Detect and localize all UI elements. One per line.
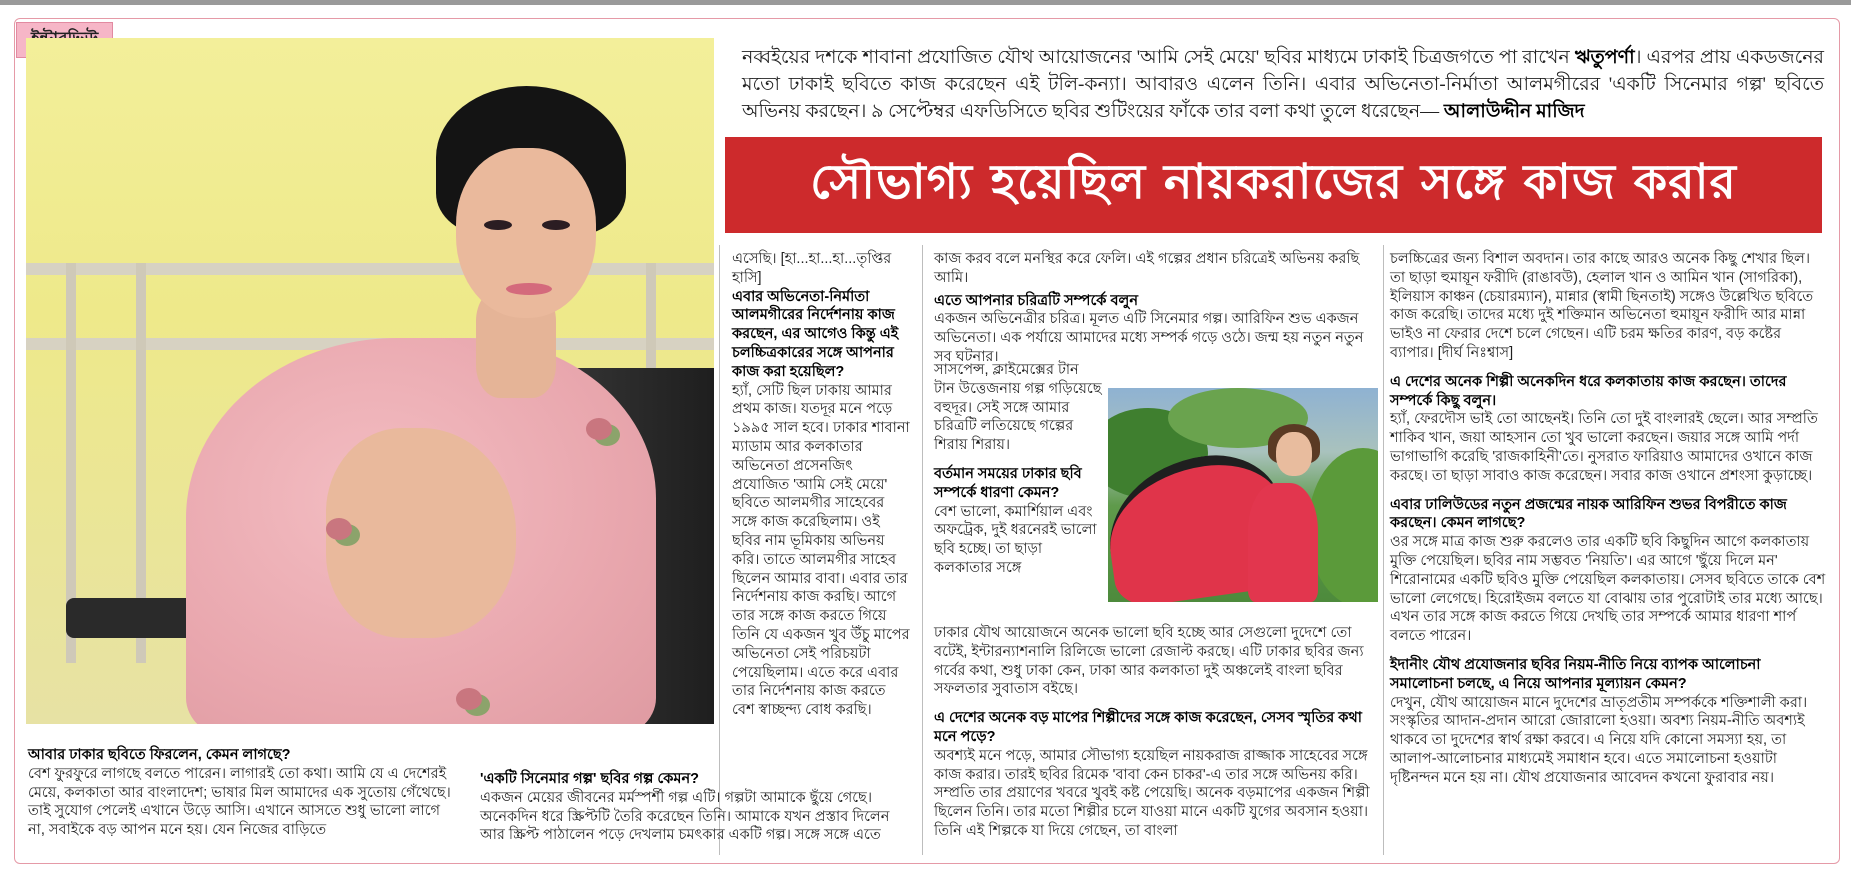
photo-embroidery (586, 418, 612, 440)
column-3-bottom (934, 624, 1374, 841)
photo-railing (26, 263, 714, 275)
headline-banner (725, 137, 1822, 233)
headline: সৌভাগ্য হয়েছিল নায়করাজের সঙ্গে কাজ করার (810, 153, 1737, 210)
answer: বেশ ভালো, কমার্শিয়াল এবং অফট্রেক, দুই ধরনেরই ভালো ছবি হচ্ছে। তা ছাড়া কলকাতার সঙ্গে (934, 503, 1097, 576)
answer: একজন অভিনেত্রীর চরিত্র। মূলত এটি সিনেমার গল্প। আরিফিন শুভ একজন অভিনেতা। এক পর্যায়ে আমাদের মধ্যে সম্পর্ক গড়ে ওঠে। জন্ম হয় নতুন নতুন সব ঘটনার। (934, 311, 1364, 365)
inset-photo-actress (1108, 388, 1378, 602)
column-3-beside-photo (934, 361, 1102, 578)
answer: এসেছি। [হা...হা...হা...তৃপ্তির হাসি] (732, 251, 892, 286)
question: এ দেশের অনেক শিল্পী অনেকদিন ধরে কলকাতায় কাজ করছেন। তাদের সম্পর্কে কিছু বলুন। (1390, 373, 1787, 409)
column-3-top (934, 250, 1374, 367)
question: ইদানীং যৌথ প্রযোজনার ছবির নিয়ম-নীতি নিয়ে ব্যাপক আলোচনা সমালোচনা চলছে, এ নিয়ে আপনার মূল্যায়ন কেমন? (1390, 656, 1761, 692)
column-divider (922, 245, 923, 855)
answer: ওর সঙ্গে মাত্র কাজ শুরু করলেও তার একটি ছবি কিছুদিন আগে কলকাতায় মুক্তি পেয়েছিল। ছবির নাম সম্ভবত 'নিয়তি'। এর আগে 'ছুঁয়ে দিলে মন' শিরোনামের একটি ছবিও মুক্তি পেয়েছিল কলকাতায়। সেসব ছবিতে তাকে বেশ ভালো লেগেছে। হিরোইজম বলতে যা বোঝায় তার পুরোটাই তার মধ্যে আছে। এখন তার সঙ্গে কাজ করতে গিয়ে দেখছি তার সম্পর্কে আমার ধারণা শার্প বলতে পারেন। (1390, 534, 1826, 645)
photo-eye (542, 220, 570, 230)
question: আবার ঢাকার ছবিতে ফিরলেন, কেমন লাগছে? (28, 747, 291, 763)
photo-dress (1248, 483, 1318, 602)
column-4 (1390, 250, 1826, 788)
intro-text: নব্বইয়ের দশকে শাবানা প্রযোজিত যৌথ আয়োজনের 'আমি সেই মেয়ে' ছবির মাধ্যমে ঢাকাই চিত্রজগতে পা রাখেন (742, 47, 1575, 68)
answer: কাজ করব বলে মনস্থির করে ফেলি। এই গল্পের প্রধান চরিত্রেই অভিনয় করছি আমি। (934, 251, 1360, 286)
photo-railing-bar (646, 263, 656, 373)
column-2 (732, 250, 912, 720)
top-rule (0, 0, 1851, 5)
question: 'একটি সিনেমার গল্প' ছবির গল্প কেমন? (480, 771, 699, 787)
column-2-bottom (480, 770, 915, 845)
photo-foliage (1308, 448, 1378, 602)
photo-embroidery (326, 518, 352, 540)
question: এ দেশের অনেক বড় মাপের শিল্পীদের সঙ্গে কাজ করেছেন, সেসব স্মৃতির কথা মনে পড়ে? (934, 710, 1362, 745)
question: এতে আপনার চরিত্রটি সম্পর্কে বলুন (934, 292, 1138, 309)
answer: অবশ্যই মনে পড়ে, আমার সৌভাগ্য হয়েছিল নায়করাজ রাজ্জাক সাহেবের সঙ্গে কাজ করার। তারই ছবির রিমেক 'বাবা কেন চাকর'-এ তার সঙ্গে অভিনয় করি। সম্প্রতি তার প্রয়াণের খবরে খুবই কষ্ট পেয়েছি। অনেক বড়মাপের একজন শিল্পী ছিলেন তিনি। তার মতো শিল্পীর চলে যাওয়া মানে একটি যুগের অবসান হওয়া। তিনি এই শিল্পকে যা দিয়ে গেছেন, তা বাংলা (934, 747, 1370, 839)
answer: একজন মেয়ের জীবনের মর্মস্পর্শী গল্প এটি। গল্পটা আমাকে ছুঁয়ে গেছে। অনেকদিন ধরে স্ক্রিপ্টটি তৈরি করেছেন তিনি। আমাকে যখন প্রস্তাব দিলেন আর স্ক্রিপ্ট পাঠালেন পড়ে দেখলাম চমৎকার একটি গল্প। সঙ্গে সঙ্গে এতে (480, 789, 890, 844)
column-divider (1383, 245, 1384, 855)
column-divider (719, 245, 720, 855)
photo-arm (326, 428, 516, 638)
photo-lips (506, 283, 552, 295)
answer: সাসপেন্স, ক্লাইমেক্সের টান টান উত্তেজনায় গল্প গড়িয়েছে বহুদূর। সেই সঙ্গে আমার চরিত্রটি লতিয়েছে গল্পের শিরায় শিরায়। (934, 362, 1102, 454)
intro-text-2: । এরপর প্রায় একডজনের মতো ঢাকাই ছবিতে কাজ করেছেন এই টলি-কন্যা। আবারও এলেন তিনি। এবার অভিনেতা-নির্মাতা আলমগীরের 'একটি সিনেমার গল্প' ছবিতে অভিনয় করছেন। ৯ সেপ্টেম্বর এফডিসিতে ছবির শুটিংয়ের ফাঁকে তার বলা কথা তুলে ধরেছেন— (742, 47, 1825, 122)
intro-paragraph (742, 44, 1824, 125)
answer: হ্যাঁ, সেটি ছিল ঢাকায় আমার প্রথম কাজ। যতদূর মনে পড়ে ১৯৯৫ সাল হবে। ঢাকার শাবানা ম্যাডাম আর কলকাতার অভিনেতা প্রসেনজিৎ প্রযোজিত 'আমি সেই মেয়ে' ছবিতে আলমগীর সাহেবের সঙ্গে কাজ করেছিলাম। ওই ছবির নাম ভূমিকায় অভিনয় করি। তাতে আলমগীর সাহেব ছিলেন আমার বাবা। এবার তার নির্দেশনায় কাজ করছি। আগে তার সঙ্গে কাজ করতে গিয়ে তিনি যে একজন খুব উঁচু মাপের অভিনেতা সেই পরিচয়টা পেয়েছিলাম। এতে করে এবার তার নির্দেশনায় কাজ করতে বেশ স্বাচ্ছন্দ্য বোধ করছি। (732, 382, 910, 719)
answer: চলচ্চিত্রের জন্য বিশাল অবদান। তার কাছে আরও অনেক কিছু শেখার ছিল। তা ছাড়া হুমায়ূন ফরীদি (রাঙাবউ), হেলাল খান ও আমিন খান (সাগরিকা), ইলিয়াস কাঞ্চন (চেয়ারম্যান), মান্নার (স্বামী ছিনতাই) সঙ্গেও উল্লেখিত ছবিতে কাজ করেছি। তাদের মধ্যে দুই শক্তিমান অভিনেতা হুমায়ূন ফরীদি আর মান্না ভাইও না ফেরার দেশে চলে গেছেন। এটি চরম ক্ষতির কারণ, বড় কষ্টের ব্যাপার। [দীর্ঘ নিঃশ্বাস] (1390, 251, 1814, 361)
answer: ঢাকার যৌথ আয়োজনে অনেক ভালো ছবি হচ্ছে আর সেগুলো দুদেশে তো বটেই, ইন্টারন্যাশনালি রিলিজে ভালো রেজাল্ট করছে। এটি ঢাকার ছবির জন্য গর্বের কথা, শুধু ঢাকা কেন, ঢাকা আর কলকাতা দুই অঞ্চলেই বাংলা ছবির সফলতার সুবাতাস বইছে। (934, 625, 1364, 698)
answer: হ্যাঁ, ফেরদৌস ভাই তো আছেনই। তিনি তো দুই বাংলারই ছেলে। আর সম্প্রতি শাকিব খান, জয়া আহসান তো খুব ভালো করছেন। জয়ার সঙ্গে আমি পর্দা ভাগাভাগি করেছি 'রাজকাহিনী'তে। নুসরাত ফারিয়াও আমাদের ওখানে কাজ করছে। তা ছাড়া সাবাও কাজ করেছেন। সবার কাজ ওখানে প্রশংসা কুড়াচ্ছে। (1390, 411, 1818, 484)
photo-embroidery (456, 688, 482, 710)
photo-face (1276, 432, 1312, 476)
answer: বেশ ফুরফুরে লাগছে বলতে পারেন। লাগারই তো কথা। আমি যে এ দেশেরই মেয়ে, কলকাতা আর বাংলাদেশ; ভাষার মিল আমাদের এক সুতোয় গেঁথেছে। তাই সুযোগ পেলেই এখানে উড়ে আসি। এখানে আসতে শুধু ভালো লাগে না, সবাইকে বড় আপন মনে হয়। যেন নিজের বাড়িতে (28, 765, 451, 839)
byline: আলাউদ্দীন মাজিদ (1443, 101, 1585, 122)
question: এবার অভিনেতা-নির্মাতা আলমগীরের নির্দেশনায় কাজ করছেন, এর আগেও কিন্তু এই চলচ্চিত্রকারের সঙ্গে আপনার কাজ করা হয়েছিল? (732, 288, 899, 380)
question: এবার ঢালিউডের নতুন প্রজন্মের নায়ক আরিফিন শুভর বিপরীতে কাজ করছেন। কেমন লাগছে? (1390, 496, 1787, 532)
intro-name: ঋতুপর্ণা (1574, 47, 1635, 68)
question: বর্তমান সময়ের ঢাকার ছবি সম্পর্কে ধারণা কেমন? (934, 465, 1082, 501)
column-left-bottom (28, 746, 458, 840)
photo-eye (484, 220, 512, 230)
main-photo-actress (26, 38, 714, 724)
answer: দেখুন, যৌথ আয়োজন মানে দুদেশের ভ্রাতৃপ্রতীম সম্পর্ককে শক্তিশালী করা। সংস্কৃতির আদান-প্রদান আরো জোরালো হওয়া। অবশ্য নিয়ম-নীতি অবশ্যই থাকবে তা দুদেশের স্বার্থ রক্ষা করবে। এ নিয়ে যদি কোনো সমস্যা হয়, তা আলাপ-আলোচনার মাধ্যমেই সমাধান হবে। এতে সমালোচনা হওয়াটা দৃষ্টিনন্দন মনে হয় না। যৌথ প্রযোজনার আবেদন কখনো ফুরাবার নয়। (1390, 694, 1808, 786)
